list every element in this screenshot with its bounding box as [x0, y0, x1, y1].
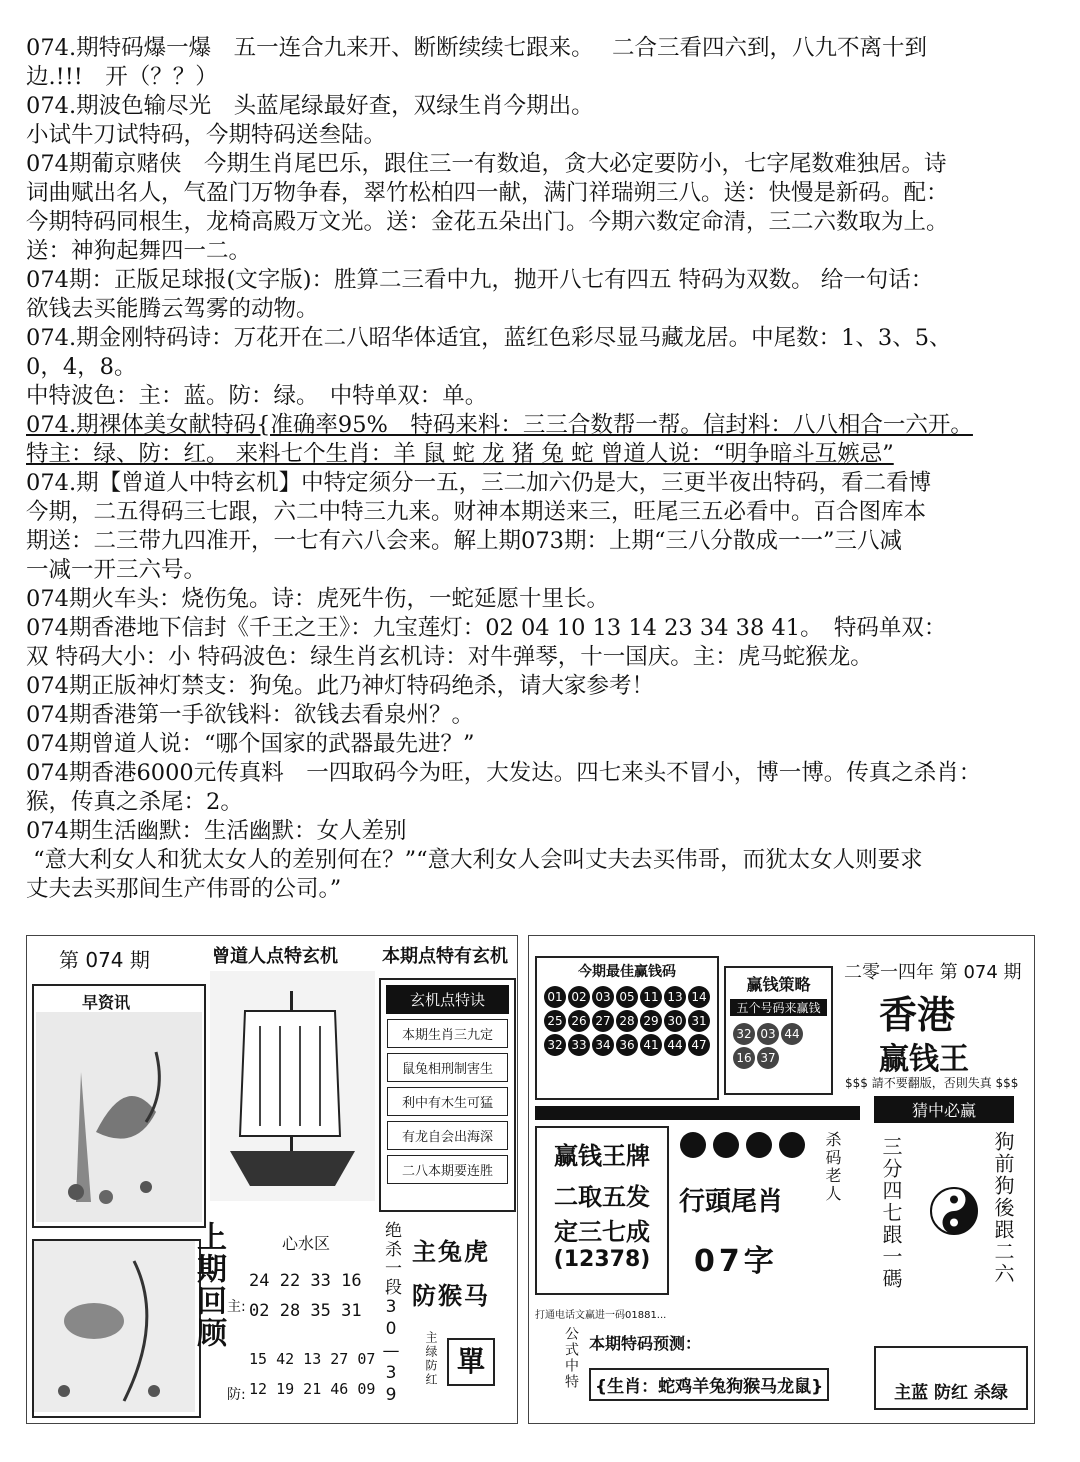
text-line: 074期：正版足球报(文字版)：胜算二三看中九，抛开八七有四五 特码为双数。 给一句话： — [26, 267, 934, 293]
text-line: 欲钱去买能腾云驾雾的动物。 — [26, 296, 319, 322]
number-ball: 14 — [688, 986, 710, 1008]
fang-label: 防: — [227, 1387, 246, 1403]
jue-sha: 绝杀一段30—39 — [381, 1221, 401, 1407]
text-line: 074期葡京赌侠 今期生肖尾巴乐，跟住三一有数追，贪大必定要防小，七字尾数难独居。诗 — [26, 151, 947, 177]
gongshi-label: 公式中特 — [563, 1326, 579, 1390]
issue-label: 第 074 期 — [59, 948, 150, 972]
number-ball: 13 — [664, 986, 686, 1008]
number-ball: 26 — [568, 1010, 590, 1032]
text-line: 特主：绿、防：红。 来料七个生肖：羊 鼠 蛇 龙 猪 兔 蛇 曾道人说：“明争暗斗互嫉忌” — [26, 441, 894, 467]
shama-label: 杀码老人 — [823, 1131, 842, 1203]
verse-item: 鼠兔相刑制害生 — [387, 1053, 508, 1082]
dan-badge: 單 — [447, 1338, 495, 1386]
number-ball: 11 — [640, 986, 662, 1008]
dot-1 — [680, 1132, 706, 1158]
phone-line: 打通电话文赢进一码01881... — [535, 1310, 667, 1321]
date-label: 二零一四年 第 074 期 — [844, 962, 1022, 983]
left-lottery-panel — [26, 935, 518, 1424]
text-line: 074期香港地下信封《千王之王》：九宝莲灯：02 04 10 13 14 23 34 38 41。 特码单双： — [26, 615, 947, 641]
strategy-ball: 44 — [781, 1023, 803, 1045]
text-line: 中特波色：主：蓝。防：绿。 中特单双：单。 — [26, 383, 488, 409]
verse-list — [381, 1019, 514, 1184]
title-a: 曾道人点特玄机 — [212, 946, 338, 967]
wangpai-line-1: 二取五发 — [554, 1183, 650, 1211]
yingqianwang-title: 赢钱王 — [879, 1042, 969, 1077]
text-line: 小试牛刀试特码，今期特码送叁陆。 — [26, 122, 387, 148]
four-dots — [679, 1131, 806, 1163]
text-line: 猴，传真之杀尾：2。 — [26, 789, 243, 815]
title-b: 本期点特有玄机 — [382, 946, 508, 967]
sketch-frame-1 — [32, 984, 206, 1228]
celue-sub: 五个号码来赢钱 — [730, 999, 827, 1016]
verse-item: 本期生肖三九定 — [387, 1019, 508, 1048]
number-ball: 05 — [616, 986, 638, 1008]
number-ball: 25 — [544, 1010, 566, 1032]
article-text — [26, 34, 1056, 904]
number-ball: 34 — [592, 1034, 614, 1056]
number-ball: 27 — [592, 1010, 614, 1032]
animal-sketch — [34, 1241, 195, 1412]
zhu-row-2: 02 28 35 31 — [249, 1301, 362, 1321]
black-strip — [535, 1106, 860, 1120]
number-ball: 33 — [568, 1034, 590, 1056]
number-ball: 36 — [616, 1034, 638, 1056]
number-ball: 03 — [592, 986, 614, 1008]
number-ball: 30 — [664, 1010, 686, 1032]
text-line: 074期香港第一手欲钱料：欲钱去看泉州？。 — [26, 702, 474, 728]
number-ball: 44 — [664, 1034, 686, 1056]
text-line: 边.!!! 开（？？） — [26, 64, 218, 90]
wangpai-line-3: (12378) — [553, 1247, 651, 1272]
celue-title: 赢钱策略 — [746, 975, 811, 994]
yinyang-icon — [929, 1186, 979, 1236]
strategy-ball: 32 — [733, 1023, 755, 1045]
text-line: 074.期波色输尽光 头蓝尾绿最好查，双绿生肖今期出。 — [26, 93, 594, 119]
best-title: 今期最佳赢钱码 — [578, 964, 676, 980]
text-line: 今期，二五得码三七跟，六二中特三九来。财神本期送来三，旺尾三五必看中。百合图库本 — [26, 499, 927, 525]
box-verses — [379, 978, 516, 1212]
shengxiao-list: {生肖：蛇鸡羊兔狗猴马龙鼠} — [589, 1368, 829, 1401]
right-lottery-panel — [528, 935, 1035, 1424]
wangpai-box — [535, 1126, 669, 1295]
plant-sketch — [36, 1012, 202, 1222]
fang-row-1: 15 42 13 27 07 — [249, 1350, 376, 1368]
zhu-label: 主: — [227, 1299, 246, 1315]
strategy-ball: 16 — [733, 1047, 755, 1069]
warning-text: $$$ 請不要翻版，否則失真 $$$ — [845, 1076, 1019, 1090]
strategy-ball: 03 — [757, 1023, 779, 1045]
strategy-ball: 37 — [757, 1047, 779, 1069]
text-line: 期送：二三带九四准开，一七有六八会来。解上期073期：上期“三八分散成一一”三八减 — [26, 528, 902, 554]
dot-2 — [713, 1132, 739, 1158]
text-line: 074.期裸体美女献特码{准确率95% 特码来料：三三合数帮一帮。信封料：八八相合一六开。 — [26, 412, 973, 438]
fang-row-2: 12 19 21 46 09 — [249, 1380, 376, 1398]
text-line: 074期火车头：烧伤兔。诗：虎死牛伤，一蛇延愿十里长。 — [26, 586, 609, 612]
verse-item: 二八本期要连胜 — [387, 1155, 508, 1184]
celue-balls — [726, 1020, 831, 1072]
yuce-title: 本期特码预测： — [589, 1334, 702, 1353]
text-line: 074期香港6000元传真料 一四取码今为旺，大发达。四七来头不冒小，博一博。传真之杀肖： — [26, 760, 982, 786]
wangpai-title: 赢钱王牌 — [554, 1142, 650, 1170]
dot-4 — [779, 1132, 805, 1158]
baoguan-label: 早资讯 — [82, 993, 131, 1012]
best-numbers-box — [535, 956, 719, 1100]
number-ball: 01 — [544, 986, 566, 1008]
sketch-frame-2 — [32, 1239, 201, 1418]
dot-3 — [746, 1132, 772, 1158]
text-line: 074.期【曾道人中特玄机】中特定须分一五，三二加六仍是大，三更半夜出特码，看二看博 — [26, 470, 932, 496]
number-ball: 31 — [688, 1010, 710, 1032]
text-line: 074.期特码爆一爆 五一连合九来开、断断续续七跟来。 二合三看四六到，八九不离十到 — [26, 35, 928, 61]
zhu-tu: 主兔虎 — [412, 1238, 490, 1266]
verse-item: 有龙自会出海深 — [387, 1121, 508, 1150]
zhulan-box — [874, 1346, 1028, 1410]
text-line: “意大利女人和犹太女人的差别何在？”“意大利女人会叫丈夫去买伟哥，而犹太女人则要求 — [26, 847, 923, 873]
text-line: 074期曾道人说：“哪个国家的武器最先进？” — [26, 731, 475, 757]
number-ball: 29 — [640, 1010, 662, 1032]
strategy-box — [724, 966, 833, 1095]
text-line: 一减一开三六号。 — [26, 557, 207, 583]
verse-item: 利中有木生可猛 — [387, 1087, 508, 1116]
xiang-verse: 三分四七跟一碼 — [879, 1136, 903, 1290]
zhulan-text: 主蓝 防红 杀绿 — [894, 1383, 1008, 1403]
zi-label: 07字 — [694, 1244, 778, 1279]
gou-verse: 狗前狗後跟二六 — [991, 1131, 1015, 1285]
box-title: 玄机点特诀 — [386, 985, 509, 1014]
ship-illustration — [210, 971, 375, 1201]
number-ball: 32 — [544, 1034, 566, 1056]
caizhong-banner: 猜中必赢 — [874, 1096, 1014, 1123]
text-line: 今期特码同根生，龙椅高殿万文光。送：金花五朵出门。今期六数定命清，三二六数取为上。 — [26, 209, 949, 235]
text-line: 词曲赋出名人，气盈门万物争春，翠竹松柏四一献，满门祥瑞朔三八。送：快慢是新码。配： — [26, 180, 949, 206]
text-line: 074期生活幽默：生活幽默：女人差别 — [26, 818, 407, 844]
zhulv-note: 主绿防红 — [424, 1331, 438, 1387]
number-ball: 02 — [568, 986, 590, 1008]
wangpai-line-2: 定三七成 — [554, 1218, 650, 1246]
fang-hou: 防猴马 — [412, 1282, 490, 1310]
text-line: 074.期金刚特码诗：万花开在二八昭华体适宜，蓝红色彩尽显马藏龙居。中尾数：1、3、5、 — [26, 325, 952, 351]
shangqi-label: 上期回顾 — [191, 1221, 226, 1349]
text-line: 0，4，8。 — [26, 354, 137, 380]
xinshui-label: 心水区 — [282, 1234, 331, 1253]
zhu-row-1: 24 22 33 16 — [249, 1271, 362, 1291]
text-line: 丈夫去买那间生产伟哥的公司。” — [26, 876, 342, 902]
text-line: 双 特码大小：小 特码波色：绿生肖玄机诗：对牛弹琴，十一国庆。主：虎马蛇猴龙。 — [26, 644, 873, 670]
number-ball: 41 — [640, 1034, 662, 1056]
xianggang-title: 香港 — [879, 993, 956, 1037]
number-ball: 28 — [616, 1010, 638, 1032]
text-line: 074期正版神灯禁支：狗兔。此乃神灯特码绝杀，请大家参考！ — [26, 673, 654, 699]
number-ball: 47 — [688, 1034, 710, 1056]
ball-grid — [537, 981, 717, 1061]
hangtou-title: 行頭尾肖 — [679, 1187, 784, 1217]
text-line: 送：神狗起舞四一二。 — [26, 238, 252, 264]
